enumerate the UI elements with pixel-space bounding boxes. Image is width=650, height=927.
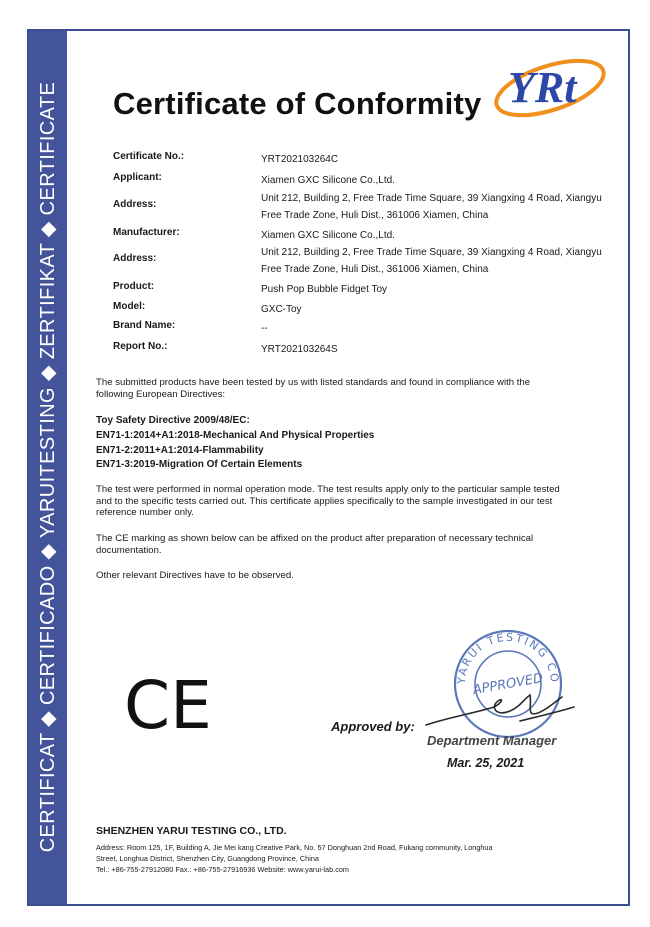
company-address: Address: Room 125, 1F, Building A, Jie Mei kang Creative Park, No. 57 Donghuan 2nd Road, Fukang community, Longhua Street, Longhua District, Shenzhen City, Guangdong Province, China (96, 843, 493, 863)
test-note-paragraph: The test were performed in normal operation mode. The test results apply only to the particular sample tested and to the specific tests carried out. This certificate applies specifically to the sample investigated in our test reference number only. (96, 484, 560, 518)
other-directives-note: Other relevant Directives have to be observed. (96, 570, 294, 581)
standard-line: EN71-2:2011+A1:2014-Flammability (96, 445, 264, 456)
signatory-title: Department Manager (427, 733, 557, 748)
issue-date: Mar. 25, 2021 (447, 756, 525, 770)
field-value: Xiamen GXC Silicone Co.,Ltd. (261, 230, 395, 241)
field-value: Unit 212, Building 2, Free Trade Time Square, 39 Xiangxing 4 Road, Xiangyu Free Trade Zone, Huli Dist., 361006 Xiamen, China (261, 247, 602, 275)
field-label: Product: (113, 281, 155, 292)
field-value: YRT202103264S (261, 344, 338, 355)
approved-by-label: Approved by: (331, 719, 415, 734)
stamp-center-text: APPROVED (471, 670, 545, 699)
intro-paragraph: The submitted products have been tested by us with listed standards and found in compliance with the following European Directives: (96, 377, 531, 400)
field-label: Brand Name: (113, 320, 176, 331)
field-label: Address: (113, 199, 157, 210)
standard-line: EN71-3:2019-Migration Of Certain Elements (96, 459, 303, 470)
side-banner-text: CERTIFICAT ◆ CERTIFICADO ◆ YARUITESTING ◆ ZERTIFIKAT ◆ CERTIFICATE (37, 81, 59, 853)
field-value: -- (261, 323, 268, 334)
company-details (96, 843, 516, 875)
document-title: Certificate of Conformity (113, 86, 482, 121)
field-label: Address: (113, 253, 157, 264)
field-label: Manufacturer: (113, 227, 180, 238)
field-value: Unit 212, Building 2, Free Trade Time Square, 39 Xiangxing 4 Road, Xiangyu Free Trade Zone, Huli Dist., 361006 Xiamen, China (261, 193, 602, 221)
field-label: Report No.: (113, 341, 168, 352)
ce-note-paragraph: The CE marking as shown below can be affixed on the product after preparation of necessary technical documentation. (96, 533, 534, 556)
field-label: Model: (113, 301, 146, 312)
field-label: Certificate No.: (113, 151, 185, 162)
stamp-ring-text: YARUI TESTING CO (454, 630, 562, 685)
field-label: Applicant: (113, 172, 162, 183)
yrt-logo (484, 44, 612, 126)
company-contact: Tel.: +86-755-27912080 Fax.: +86-755-27916936 Website: www.yarui-lab.com (96, 864, 349, 874)
standard-line: EN71-1:2014+A1:2018-Mechanical And Physical Properties (96, 430, 375, 441)
company-name: SHENZHEN YARUI TESTING CO., LTD. (96, 825, 287, 837)
field-value: Push Pop Bubble Fidget Toy (261, 284, 388, 295)
ce-mark-text: CE (124, 672, 212, 732)
ce-mark-icon (124, 672, 228, 732)
field-value: Xiamen GXC Silicone Co.,Ltd. (261, 175, 395, 186)
field-value: YRT202103264C (261, 154, 339, 165)
directive-heading: Toy Safety Directive 2009/48/EC: (96, 415, 250, 426)
logo-lettering: YRt (508, 63, 577, 112)
signature-icon (420, 677, 580, 737)
field-value: GXC-Toy (261, 304, 302, 315)
